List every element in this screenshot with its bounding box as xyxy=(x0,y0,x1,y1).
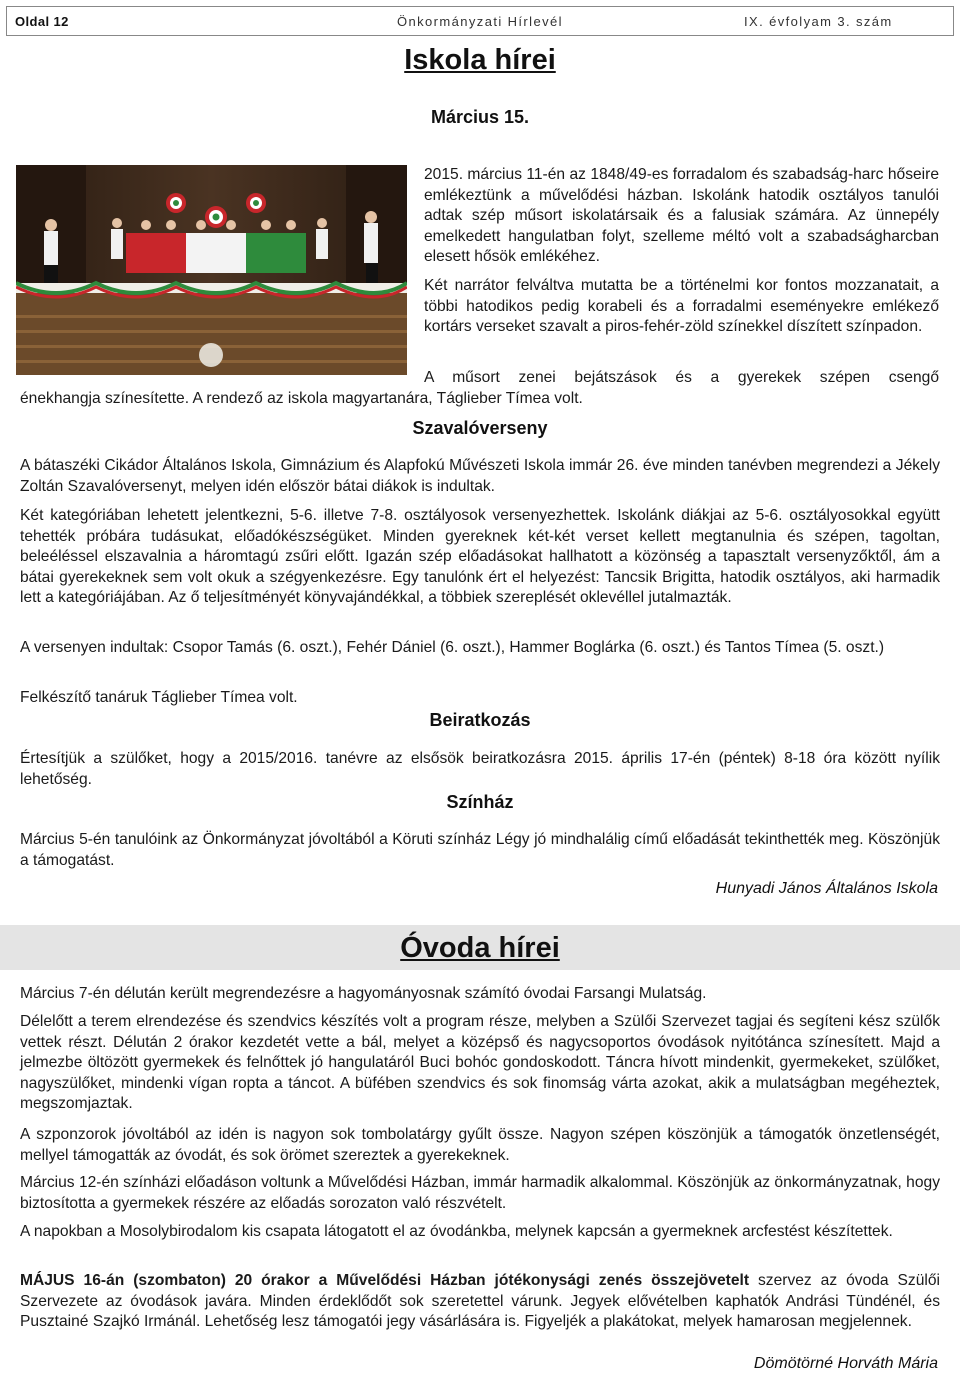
recital-paragraph-1: A bátaszéki Cikádor Általános Iskola, Gimnázium és Alapfokú Művészeti Iskola immár 26. éve minden tanévben megrendezi a Jékely Zoltán Szavalóversenyt, melyen idén először bátai diákok is indultak. xyxy=(20,457,940,495)
enrol-paragraph: Értesítjük a szülőket, hogy a 2015/2016. tanévre az elsősök beiratkozásra 2015. április 17-én (péntek) 8-18 óra között nyílik lehetőség. xyxy=(20,750,940,788)
march-paragraph-3-start: A műsort zenei bejátszások és a gyerekek szépen csengő xyxy=(424,369,939,386)
march-paragraph-2: Két narrátor felváltva mutatta be a történelmi kor fontos mozzanatait, a többi hatodikos pedig korabeli és a forradalmi eseményekre emlékező kortárs verseket szavalt a piros-fehér-zöld színekkel díszített színpadon. xyxy=(424,277,939,336)
kindergarten-paragraph-3: A szponzorok jóvoltából az idén is nagyon sok tombolatárgy gyűlt össze. Nagyon szépen köszönjük a támogatók önzetlenségét, mellyel támogatták az óvodát, és sok örömet szereztek a gyerekeknek. xyxy=(20,1126,940,1164)
theatre-paragraph: Március 5-én tanulóink az Önkormányzat jóvoltából a Köruti színház Légy jó mindhalálig című előadását tekinthették meg. Köszönjük a támogatást. xyxy=(20,831,940,869)
enrol-heading: Beiratkozás xyxy=(429,710,531,730)
school-signature: Hunyadi János Általános Iskola xyxy=(715,880,938,897)
kindergarten-paragraph-6 xyxy=(20,1271,940,1333)
recital-paragraph-3: A versenyen indultak: Csopor Tamás (6. oszt.), Fehér Dániel (6. oszt.), Hammer Boglárka (6. oszt.) és Tantos Tímea (5. oszt.) xyxy=(20,639,885,656)
issue-info: IX. évfolyam 3. szám xyxy=(744,13,893,29)
school-section-title: Iskola hírei xyxy=(404,44,556,76)
kindergarten-paragraph-5: A napokban a Mosolybirodalom kis csapata látogatott el az óvodánkba, melynek kapcsán a gyermeknek arcfestést készítettek. xyxy=(20,1223,893,1240)
page-header xyxy=(6,6,954,36)
march-paragraph-3-end: énekhangja színesítette. A rendező az iskola magyartanára, Táglieber Tímea volt. xyxy=(20,390,583,407)
march-paragraph-1: 2015. március 11-én az 1848/49-es forradalom és szabadság-harc hőseire emlékeztünk a művelődési házban. Iskolánk hatodik osztályos tanulói adtak szép műsort iskolatársaik és a falusiak számára. Az ünnepély emelkedett hangulatban folyt, szelleme méltó volt a szabadságharcban elesett hősök emlékéhez. xyxy=(424,166,939,266)
publication-name: Önkormányzati Hírlevél xyxy=(397,13,563,29)
kindergarten-paragraph-1: Március 7-én délután került megrendezésre a hagyományosnak számító óvodai Farsangi Mulatság. xyxy=(20,985,707,1002)
page-number: Oldal 12 xyxy=(15,13,69,29)
recital-heading: Szavalóverseny xyxy=(412,418,548,438)
kindergarten-signature: Dömötörné Horváth Mária xyxy=(753,1355,938,1372)
kindergarten-paragraph-4: Március 12-én színházi előadáson voltunk a Művelődési Házban, immár harmadik alkalommal. Köszönjük az önkormányzatnak, hogy biztosította a gyermekek részére az előadás sorozaton való részvételt. xyxy=(20,1174,940,1212)
stage-photo-illustration xyxy=(16,165,407,375)
kindergarten-section-title: Óvoda hírei xyxy=(400,932,560,964)
theatre-heading: Színház xyxy=(446,792,514,812)
march-heading: Március 15. xyxy=(430,107,530,127)
recital-paragraph-4: Felkészítő tanáruk Táglieber Tímea volt. xyxy=(20,689,298,706)
charity-event-announcement: MÁJUS 16-án (szombaton) 20 órakor a Művelődési Házban jótékonysági zenés összejövetelt xyxy=(20,1272,750,1289)
charity-event-details: szervez az óvoda Szülői Szervezete az óvodások javára. Minden érdeklődőt sok szeretettel várunk. Jegyek elővételben kaphatók Andrási Tündénél, és Pusztainé Szajkó Irmánál. Lehetőség lesz támogatói jegy vásárlására is. Figyeljék a plakátokat, melyek hamarosan megjelennek. xyxy=(20,1272,941,1331)
stage-photo xyxy=(16,165,407,375)
kindergarten-paragraph-2: Délelőtt a terem elrendezése és szendvics készítés volt a program része, melyben a Szülői Szervezet tagjai és segíteni kész szülők vettek részt. Délután 2 órakor kezdetét vette a bál, melyet a középső és nagycsoportos óvodások nyitótánca színesített. Majd a jelmezbe öltözött gyermekek és felnőttek jó hangulatáról Buci bohóc gondoskodott. Táncra hívott mindenkit, gyermekeket, szülőket, nagyszülőket, mindenki vígan ropta a táncot. A büfében szendvics és sok finomság várta azokat, akik a mulatságban megéheztek, megszomjaztak. xyxy=(20,1013,940,1113)
recital-paragraph-2: Két kategóriában lehetett jelentkezni, 5-6. illetve 7-8. osztályosok versenyezhettek. Iskolánk diákjai az 5-6. osztályosokkal együtt tehették próbára tudásukat, előadókészségüket. Minden gyereknek két-két verset kellett megtanulnia és szépen, tagoltan, beleéléssel elszavalnia a háromtagú zsűri előtt. Igazán szép előadásokat hallhatott a közönség a tapasztalt versenyzőktől, ám a bátai gyerekeknek sem volt okuk a szégyenkezésre. Egy tanulónk ért el helyezést: Tancsik Brigitta, hatodik osztályos, aki harmadik lett a kategóriájában. Az ő teljesítményét könyvajándékkal, a többiek szereplését oklevéllel jutalmazták. xyxy=(20,507,940,607)
